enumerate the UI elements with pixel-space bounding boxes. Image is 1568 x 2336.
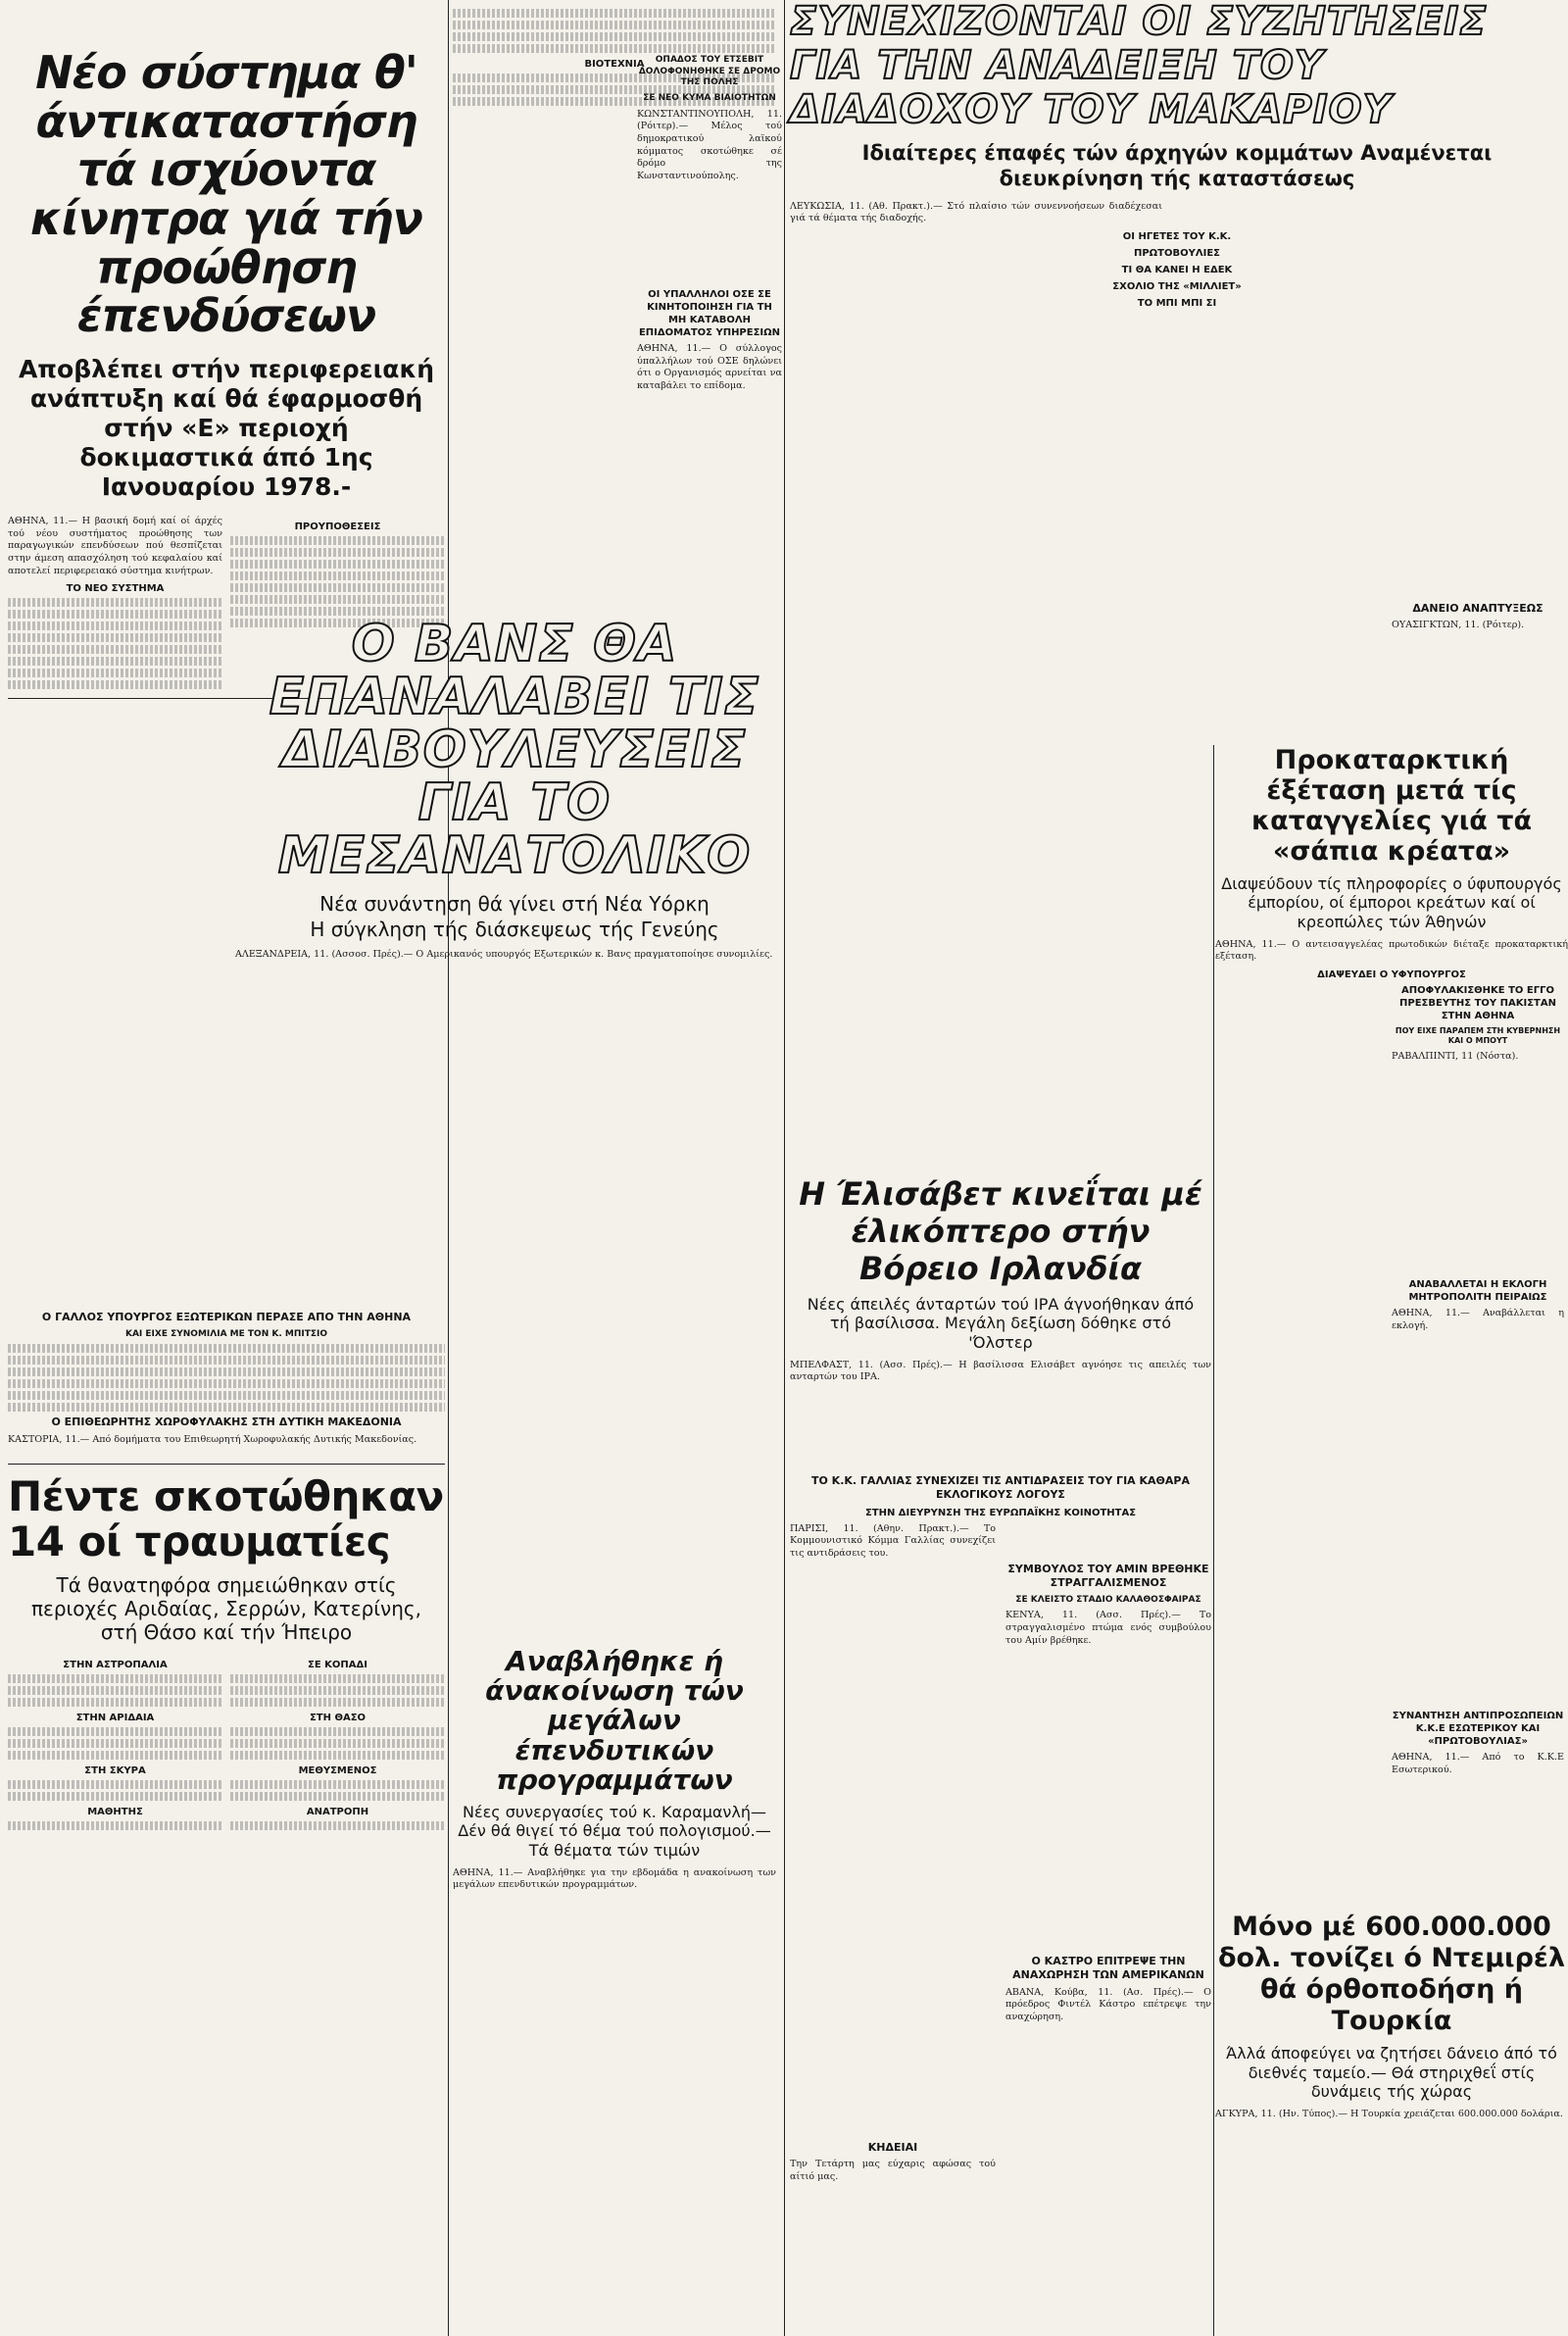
dek-vance-1: Νέα συνάντηση θά γίνει στή Νέα Υόρκη (319, 892, 710, 917)
headline-makarios: ΣΥΝΕΧΙΖΟΝΤΑΙ ΟΙ ΣΥΖΗΤΗΣΕΙΣ ΓΙΑ ΤΗΝ ΑΝΑΔΕΙΞΗ ΤΟΥ ΔΙΑΔΟΧΟΥ ΤΟΥ ΜΑΚΑΡΙΟΥ (790, 0, 1488, 132)
title-amin: ΣΥΜΒΟΥΛΟΣ ΤΟΥ ΑΜΙΝ ΒΡΕΘΗΚΕ ΣΤΡΑΓΓΑΛΙΣΜΕΝΟΣ (1007, 1563, 1209, 1590)
article-meat (1215, 745, 1568, 980)
lead-demirel: ΑΓΚΥΡΑ, 11. (Ην. Τύπος).— Η Τουρκία χρειάζεται 600.000.000 δολάρια. (1215, 2109, 1563, 2119)
sub-biotechnia: ΒΙΟΤΕΧΝΙΑ (584, 59, 645, 70)
title-kideiai: ΚΗΔΕΙΑΙ (867, 2141, 918, 2154)
sub-kk-cyprus: ΟΙ ΗΓΕΤΕΣ ΤΟΥ Κ.Κ. (1122, 231, 1232, 243)
kicker-etsevit: ΣΕ ΝΕΟ ΚΥΜΑ ΒΙΑΙΟΤΗΤΩΝ (643, 93, 776, 104)
sub-skyra: ΣΤΗ ΣΚΥΡΑ (84, 1764, 146, 1776)
sub-kopadi: ΣΕ ΚΟΠΑΔΙ (308, 1659, 368, 1670)
article-invest-prog (453, 1645, 776, 1891)
title-castro: Ο ΚΑΣΤΡΟ ΕΠΙΤΡΕΨΕ ΤΗΝ ΑΝΑΧΩΡΗΣΗ ΤΩΝ ΑΜΕΡΙΚΑΝΩΝ (1012, 1955, 1204, 1982)
sub-kk-france: ΣΤΗΝ ΔΙΕΥΡΥΝΣΗ ΤΗΣ ΕΥΡΩΠΑΪΚΗΣ ΚΟΙΝΟΤΗΤΑΣ (864, 1507, 1137, 1518)
article-castro (1005, 1951, 1211, 2068)
headline-investment: Νέο σύστημα θ' άντικαταστήση τά ισχύοντα κίνητρα γιά τήν προώθηση έπενδύσεων (30, 46, 422, 343)
sub-methysmenos: ΜΕΘΥΣΜΕΝΟΣ (298, 1764, 377, 1776)
lead-amin: ΚΕΝΥΑ, 11. (Ασσ. Πρές).— Το στραγγαλισμένο πτώμα ενός συμβούλου του Αμίν βρέθηκε. (1005, 1610, 1211, 1646)
sub-preconditions: ΠΡΟΥΠΟΘΕΣΕΙΣ (294, 522, 381, 533)
sub-thaso: ΣΤΗ ΘΑΣΟ (309, 1712, 367, 1723)
sub-pakistan: ΠΟΥ ΕΙΧΕ ΠΑΡΑΠΕΜ ΣΤΗ ΚΥΒΕΡΝΗΣΗ ΚΑΙ Ο ΜΠΟΥΤ (1395, 1026, 1561, 1046)
title-kk-france: ΤΟ Κ.Κ. ΓΑΛΛΙΑΣ ΣΥΝΕΧΙΖΕΙ ΤΙΣ ΑΝΤΙΔΡΑΣΕΙΣ ΤΟΥ ΓΙΑ ΚΑΘΑΡΑ ΕΚΛΟΓΙΚΟΥΣ ΛΟΓΟΥΣ (811, 1474, 1190, 1502)
lead-pakistan: ΡΑΒΑΛΠΙΝΤΙ, 11 (Νόστα). (1392, 1050, 1519, 1062)
article-elizabeth (790, 1176, 1211, 1431)
article-kideiai (790, 2137, 996, 2235)
article-pakistan (1392, 980, 1564, 1147)
lead-antiproswpeies: ΑΘΗΝΑ, 11.— Από το Κ.Κ.Ε Εσωτερικού. (1392, 1752, 1564, 1775)
dek-makarios: Ιδιαίτερες έπαφές τών άρχηγών κομμάτων Αναμένεται διευκρίνηση τής καταστάσεως (861, 141, 1493, 190)
article-demirel (1215, 1912, 1568, 2147)
title-antiproswpeies: ΣΥΝΑΝΤΗΣΗ ΑΝΤΙΠΡΟΣΩΠΕΙΩΝ Κ.Κ.Ε ΕΣΩΤΕΡΙΚΟΥ ΚΑΙ «ΠΡΩΤΟΒΟΥΛΙΑΣ» (1392, 1711, 1564, 1747)
dek-vance-2: Η σύγκληση τής διάσκεψεως τής Γενεύης (310, 918, 719, 942)
sub-amin: ΣΕ ΚΛΕΙΣΤΟ ΣΤΑΔΙΟ ΚΑΛΑΘΟΣΦΑΙΡΑΣ (1015, 1594, 1201, 1605)
lead-makarios: ΛΕΥΚΩΣΙΑ, 11. (Αθ. Πρακτ.).— Στό πλαίσιο τών συνεννοήσεων διαδέχεσαι γιά τά θέματα τής διαδοχής. (790, 200, 1162, 224)
article-loan (1392, 598, 1564, 716)
box-ose (637, 284, 782, 441)
lead-ose: ΑΘΗΝΑ, 11.— Ο σύλλογος ύπαλλήλων τού ΟΣΕ δηλώνει ότι ο Οργανισμός αρνείται να καταβάλει το επίδομα. (637, 343, 782, 391)
lead-kideiai: Την Τετάρτη μας εύχαρις αφώσας τού αίτιό μας. (790, 2159, 996, 2182)
box-etsevit (637, 51, 782, 208)
lead-elizabeth: ΜΠΕΛΦΑΣΤ, 11. (Ασσ. Πρές).— Η βασίλισσα Ελισάβετ αγνόησε τις απειλές των ανταρτών του ΙΡΑ. (790, 1359, 1211, 1383)
sub-milliet: ΣΧΟΛΙΟ ΤΗΣ «ΜΙΛΛΙΕΤ» (1112, 281, 1242, 293)
sub-edek: ΤΙ ΘΑ ΚΑΝΕΙ Η ΕΔΕΚ (1121, 265, 1233, 276)
article-amin (1005, 1559, 1211, 1676)
headline-meat: Προκαταρκτική έξέταση μετά τίς καταγγελίες γιά τά «σάπια κρέατα» (1250, 745, 1532, 868)
title-ose: ΟΙ ΥΠΑΛΛΗΛΟΙ ΟΣΕ ΣΕ ΚΙΝΗΤΟΠΟΙΗΣΗ ΓΙΑ ΤΗ ΜΗ ΚΑΤΑΒΟΛΗ ΕΠΙΔΟΜΑΤΟΣ ΥΠΗΡΕΣΙΩΝ (638, 289, 781, 338)
headline-elizabeth: Η Έλισάβετ κινεΐται μέ έλικόπτερο στήν Βόρειο Ιρλανδία (799, 1175, 1202, 1287)
headline-accidents: Πέντε σκοτώθηκαν 14 οί τραυματίες (8, 1472, 444, 1566)
lead-vance: ΑΛΕΞΑΝΔΡΕΙΑ, 11. (Ασσοσ. Πρές).— Ο Αμερικανός υπουργός Εξωτερικών κ. Βανς πραγματοποίησε συνομιλίες. (235, 949, 773, 961)
headline-demirel: Μόνο μέ 600.000.000 δολ. τονίζει ό Ντεμιρέλ θά όρθοποδήση ή Τουρκία (1217, 1912, 1566, 2036)
column-left (8, 0, 445, 2336)
dek-elizabeth: Νέες άπειλές άνταρτών τού ΙΡΑ άγνοήθηκαν άπό τή βασίλισσα. Μεγάλη δεξίωση δόθηκε στό 'Όλστερ (807, 1295, 1195, 1352)
headline-vance: Ο ΒΑΝΣ ΘΑ ΕΠΑΝΑΛΑΒΕΙ ΤΙΣ ΔΙΑΒΟΥΛΕΥΣΕΙΣ ΓΙΑ ΤΟ ΜΕΣΑΝΑΤΟΛΙΚΟ (269, 615, 760, 886)
lead-kk-france: ΠΑΡΙΣΙ, 11. (Αθην. Πρακτ.).— Το Κομμουνιστικό Κόμμα Γαλλίας συνεχίζει τις αντιδράσεις του. (790, 1522, 996, 1559)
lead-piraeus: ΑΘΗΝΑ, 11.— Αναβάλλεται η εκλογή. (1392, 1308, 1564, 1331)
sub-aridaia: ΣΤΗΝ ΑΡΙΔΑΙΑ (75, 1712, 155, 1723)
lead-chorofylakes: ΚΑΣΤΟΡΙΑ, 11.— Από δομήματα του Επιθεωρητή Χωροφυλακής Δυτικής Μακεδονίας. (8, 1433, 417, 1445)
sub-anatropi: ΑΝΑΤΡΟΠΗ (306, 1806, 369, 1817)
lead-investment: ΑΘΗΝΑ, 11.— Η βασική δομή καί οί άρχές τού νέου συστήματος προώθησης των παραγωγικών επενδύσεων πού θεσπίζεται στην άμεση απασχόληση τού κεφαλαίου καί αποτελεί περιφερειακό σύστημα κινήτρων. (8, 516, 222, 576)
dek-invest-prog: Νέες συνεργασίες τού κ. Καραμανλή— Δέν θά θιγεί τό θέμα τού πολογισμού.—Τά θέματα τών τιμών (458, 1803, 771, 1860)
box-title-french-minister: Ο ΓΑΛΛΟΣ ΥΠΟΥΡΓΟΣ ΕΞΩΤΕΡΙΚΩΝ ΠΕΡΑΣΕ ΑΠΟ ΤΗΝ ΑΘΗΝΑ (41, 1311, 412, 1324)
sub-mathitis: ΜΑΘΗΤΗΣ (87, 1806, 143, 1817)
lead-etsevit: ΚΩΝΣΤΑΝΤΙΝΟΥΠΟΛΗ, 11. (Ρόιτερ).— Μέλος τού δημοκρατικού λαϊκού κόμματος σκοτώθηκε σέ δρόμο της Κωνσταντινούπολης. (637, 108, 782, 182)
lead-invest-prog: ΑΘΗΝΑ, 11.— Αναβλήθηκε για την εβδομάδα η ανακοίνωση των μεγάλων επενδυτικών προγραμμάτων. (453, 1866, 776, 1891)
lead-loan: ΟΥΑΣΙΓΚΤΩΝ, 11. (Ρόιτερ). (1392, 620, 1525, 631)
headline-invest-prog: Αναβλήθηκε ή άνακοίνωση τών μεγάλων έπενδυτικών προγραμμάτων (485, 1645, 744, 1796)
sub-astropalia: ΣΤΗΝ ΑΣΤΡΟΠΑΛΙΑ (63, 1659, 168, 1670)
article-vance (235, 615, 794, 961)
title-etsevit: ΟΠΑΔΟΣ ΤΟΥ ΕΤΣΕΒΙΤ ΔΟΛΟΦΟΝΗΘΗΚΕ ΣΕ ΔΡΟΜΟ ΤΗΣ ΠΟΛΗΣ (638, 55, 781, 88)
sub-bbc: ΤΟ ΜΠΙ ΜΠΙ ΣΙ (1137, 298, 1217, 310)
sub-new-system: ΤΟ ΝΕΟ ΣΥΣΤΗΜΑ (66, 583, 165, 595)
box-sub-french-minister: ΚΑΙ ΕΙΧΕ ΣΥΝΟΜΙΛΙΑ ΜΕ ΤΟΝ Κ. ΜΠΙΤΣΙΟ (124, 1328, 328, 1339)
dek-accidents: Τά θανατηφόρα σημειώθηκαν στίς περιοχές Αριδαίας, Σερρών, Κατερίνης, στή Θάσο καί τήν Ήπειρο (30, 1572, 421, 1644)
title-piraeus: ΑΝΑΒΑΛΛΕΤΑΙ Η ΕΚΛΟΓΗ ΜΗΤΡΟΠΟΛΙΤΗ ΠΕΙΡΑΙΩΣ (1408, 1279, 1547, 1303)
lead-castro: ΑΒΑΝΑ, Κούβα, 11. (Ασ. Πρές).— Ο πρόεδρος Φιντέλ Κάστρο επέτρεψε την αναχώρηση. (1005, 1986, 1211, 2022)
title-pakistan: ΑΠΟΦΥΛΑΚΙΣΘΗΚΕ ΤΟ ΕΓΓΟ ΠΡΕΣΒΕΥΤΗΣ ΤΟΥ ΠΑΚΙΣΤΑΝ ΣΤΗΝ ΑΘΗΝΑ (1399, 985, 1556, 1021)
dek-meat: Διαψεύδουν τίς πληροφορίες ο ύφυπουργός έμπορίου, οί έμποροι κρεάτων καί οί κρεοπώλες τών Άθηνών (1221, 874, 1562, 931)
sub-meat: ΔΙΑΨΕΥΔΕΙ Ο ΥΦΥΠΟΥΡΓΟΣ (1317, 969, 1466, 981)
dek-demirel: Άλλά άποφεύγει να ζητήσει δάνειο άπό τό διεθνές ταμείο.— Θά στηριχθεΐ στίς δυνάμεις τής χώρας (1226, 2044, 1557, 2101)
article-antiproswpeies (1392, 1706, 1564, 1814)
title-loan: ΔΑΝΕΙΟ ΑΝΑΠΤΥΞΕΩΣ (1412, 602, 1544, 615)
lead-meat: ΑΘΗΝΑ, 11.— Ο αντεισαγγελέας πρωτοδικών διέταξε προκαταρκτική εξέταση. (1215, 938, 1568, 963)
article-piraeus (1392, 1274, 1564, 1382)
article-kk-france (790, 1470, 1211, 1559)
dek-investment: Αποβλέπει στήν περιφερειακή ανάπτυξη καί θά έφαρμοσθή στήν «Ε» περιοχή δοκιμαστικά άπό 1ης Ιανουαρίου 1978.- (18, 355, 435, 502)
box-title-chorofylakes: Ο ΕΠΙΘΕΩΡΗΤΗΣ ΧΩΡΟΦΥΛΑΚΗΣ ΣΤΗ ΔΥΤΙΚΗ ΜΑΚΕΔΟΝΙΑ (51, 1416, 402, 1429)
sub-protovoulies: ΠΡΩΤΟΒΟΥΛΙΕΣ (1133, 248, 1220, 260)
